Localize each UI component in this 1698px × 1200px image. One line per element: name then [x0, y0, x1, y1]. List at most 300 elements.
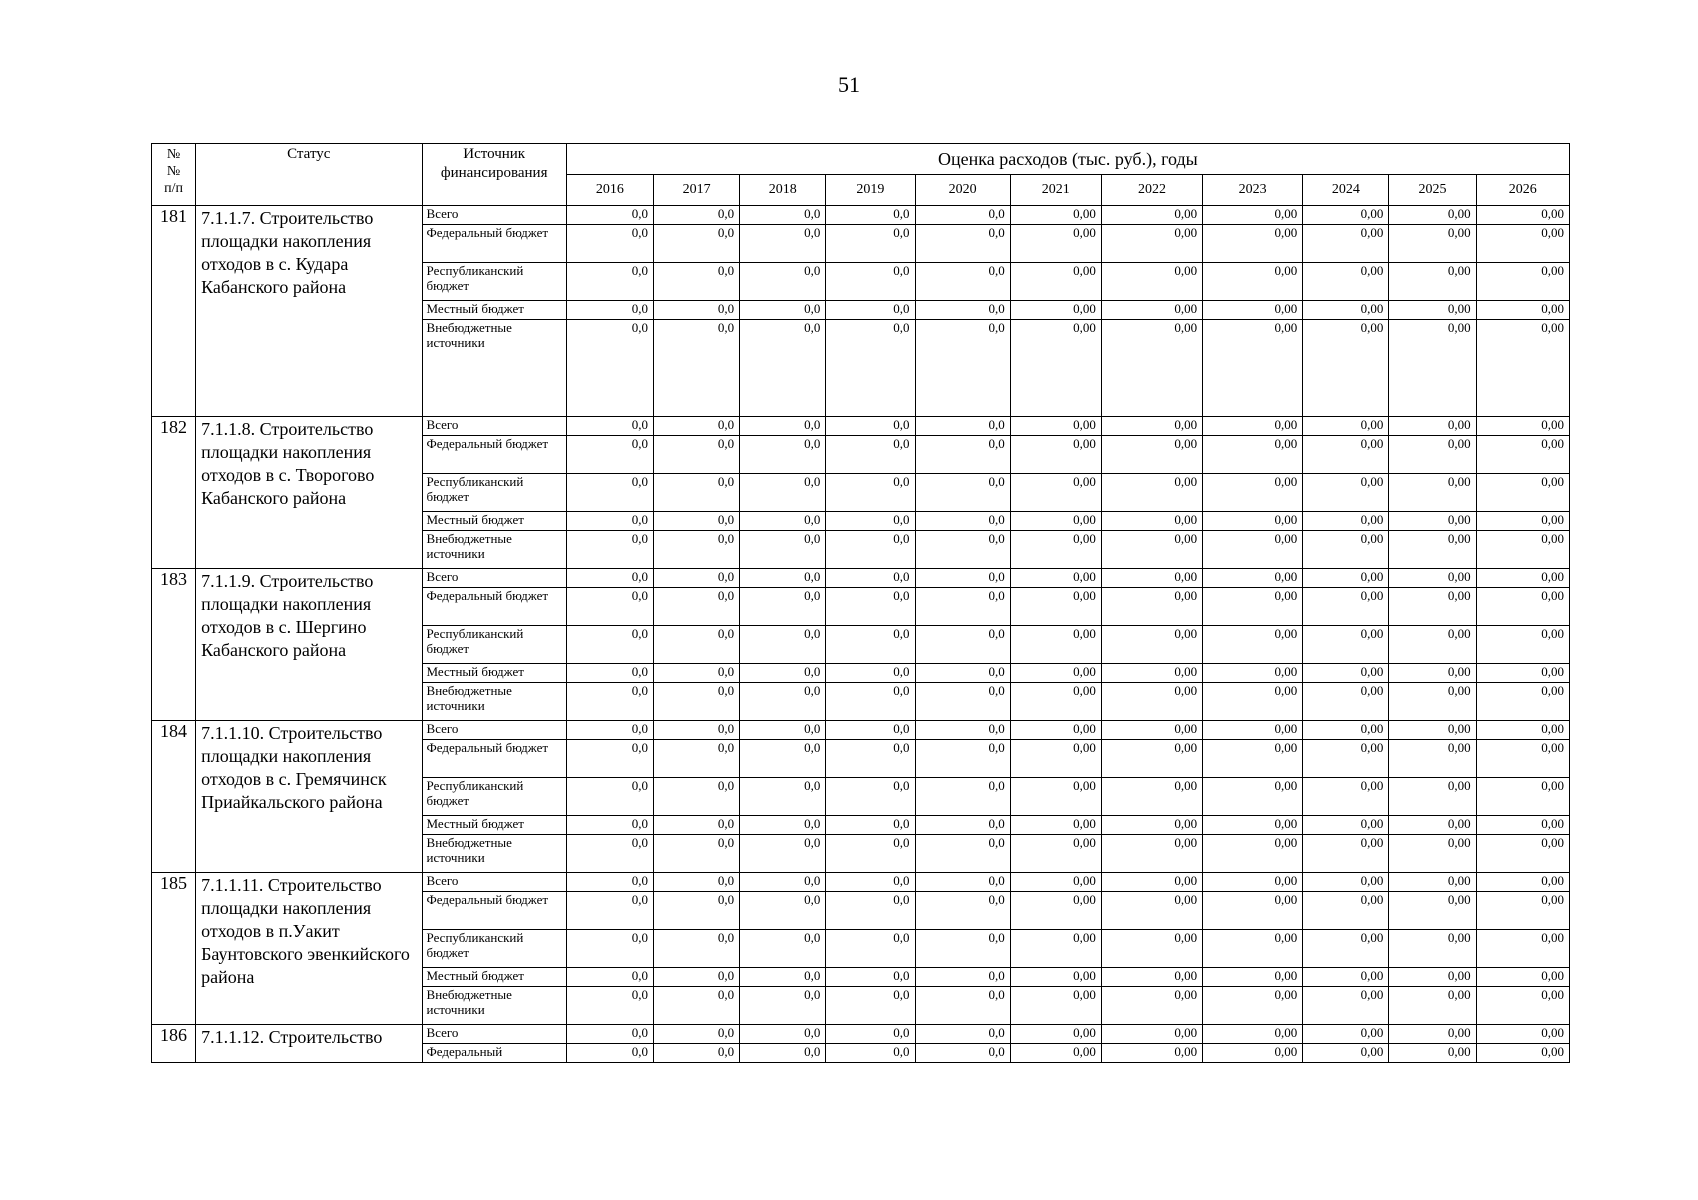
- value-cell: 0,00: [1101, 816, 1202, 835]
- value-cell: 0,00: [1010, 892, 1101, 930]
- value-cell: 0,00: [1010, 930, 1101, 968]
- value-cell: 0,0: [915, 740, 1010, 778]
- source-cell: Всего: [422, 1025, 566, 1044]
- value-cell: 0,0: [915, 301, 1010, 320]
- value-cell: 0,00: [1203, 721, 1303, 740]
- value-cell: 0,0: [566, 740, 653, 778]
- value-cell: 0,0: [653, 320, 739, 417]
- value-cell: 0,00: [1010, 968, 1101, 987]
- value-cell: 0,00: [1010, 569, 1101, 588]
- value-cell: 0,00: [1010, 740, 1101, 778]
- value-cell: 0,00: [1203, 740, 1303, 778]
- value-cell: 0,0: [826, 816, 915, 835]
- value-cell: 0,00: [1010, 474, 1101, 512]
- value-cell: 0,0: [740, 417, 826, 436]
- value-cell: 0,0: [653, 626, 739, 664]
- value-cell: 0,0: [740, 474, 826, 512]
- value-cell: 0,00: [1476, 987, 1569, 1025]
- value-cell: 0,0: [653, 512, 739, 531]
- value-cell: 0,00: [1010, 816, 1101, 835]
- value-cell: 0,0: [915, 892, 1010, 930]
- value-cell: 0,0: [915, 436, 1010, 474]
- table-row: [152, 417, 1570, 436]
- value-cell: 0,00: [1203, 987, 1303, 1025]
- value-cell: 0,0: [653, 835, 739, 873]
- value-cell: 0,00: [1101, 930, 1202, 968]
- value-cell: 0,00: [1010, 531, 1101, 569]
- value-cell: 0,0: [826, 626, 915, 664]
- value-cell: 0,0: [826, 740, 915, 778]
- value-cell: 0,0: [740, 263, 826, 301]
- value-cell: 0,00: [1303, 512, 1389, 531]
- value-cell: 0,0: [566, 1044, 653, 1063]
- value-cell: 0,00: [1101, 301, 1202, 320]
- value-cell: 0,00: [1101, 987, 1202, 1025]
- status-cell: 7.1.1.11. Строительство площадки накопления отходов в п.Уакит Баунтовского эвенкийского района: [196, 873, 422, 1025]
- value-cell: 0,00: [1476, 683, 1569, 721]
- value-cell: 0,00: [1476, 626, 1569, 664]
- year-header: 2021: [1010, 175, 1101, 206]
- value-cell: 0,0: [826, 436, 915, 474]
- value-cell: 0,00: [1303, 1025, 1389, 1044]
- value-cell: 0,0: [653, 1025, 739, 1044]
- value-cell: 0,0: [915, 835, 1010, 873]
- value-cell: 0,00: [1389, 835, 1476, 873]
- value-cell: 0,00: [1389, 320, 1476, 417]
- value-cell: 0,00: [1303, 569, 1389, 588]
- value-cell: 0,0: [740, 569, 826, 588]
- value-cell: 0,0: [740, 512, 826, 531]
- value-cell: 0,00: [1389, 816, 1476, 835]
- source-cell: Всего: [422, 417, 566, 436]
- value-cell: 0,00: [1010, 987, 1101, 1025]
- row-number: 182: [152, 417, 196, 569]
- value-cell: 0,00: [1389, 873, 1476, 892]
- value-cell: 0,00: [1101, 740, 1202, 778]
- value-cell: 0,00: [1389, 892, 1476, 930]
- value-cell: 0,00: [1476, 417, 1569, 436]
- value-cell: 0,00: [1203, 225, 1303, 263]
- source-cell: Внебюджетные источники: [422, 683, 566, 721]
- row-number: 181: [152, 206, 196, 417]
- value-cell: 0,00: [1303, 683, 1389, 721]
- value-cell: 0,0: [566, 1025, 653, 1044]
- value-cell: 0,0: [566, 263, 653, 301]
- value-cell: 0,00: [1389, 512, 1476, 531]
- value-cell: 0,0: [653, 930, 739, 968]
- value-cell: 0,0: [653, 740, 739, 778]
- value-cell: 0,0: [826, 664, 915, 683]
- value-cell: 0,00: [1389, 721, 1476, 740]
- value-cell: 0,0: [826, 225, 915, 263]
- value-cell: 0,0: [915, 930, 1010, 968]
- value-cell: 0,0: [826, 721, 915, 740]
- value-cell: 0,00: [1476, 873, 1569, 892]
- source-cell: Республиканский бюджет: [422, 626, 566, 664]
- value-cell: 0,0: [653, 301, 739, 320]
- value-cell: 0,0: [826, 873, 915, 892]
- value-cell: 0,00: [1010, 664, 1101, 683]
- value-cell: 0,00: [1476, 320, 1569, 417]
- value-cell: 0,0: [566, 873, 653, 892]
- value-cell: 0,00: [1101, 320, 1202, 417]
- value-cell: 0,0: [566, 474, 653, 512]
- value-cell: 0,0: [566, 626, 653, 664]
- value-cell: 0,0: [826, 892, 915, 930]
- table-body: [152, 206, 1570, 1063]
- value-cell: 0,0: [740, 987, 826, 1025]
- value-cell: 0,0: [826, 1044, 915, 1063]
- source-cell: Внебюджетные источники: [422, 531, 566, 569]
- page-number: 51: [838, 72, 860, 97]
- value-cell: 0,00: [1476, 531, 1569, 569]
- value-cell: 0,0: [740, 873, 826, 892]
- value-cell: 0,00: [1303, 588, 1389, 626]
- value-cell: 0,0: [826, 320, 915, 417]
- value-cell: 0,00: [1476, 206, 1569, 225]
- value-cell: 0,00: [1101, 512, 1202, 531]
- value-cell: 0,00: [1389, 436, 1476, 474]
- value-cell: 0,0: [740, 664, 826, 683]
- value-cell: 0,0: [915, 1044, 1010, 1063]
- value-cell: 0,0: [653, 968, 739, 987]
- value-cell: 0,0: [915, 778, 1010, 816]
- value-cell: 0,0: [653, 474, 739, 512]
- value-cell: 0,00: [1203, 683, 1303, 721]
- value-cell: 0,0: [915, 721, 1010, 740]
- source-cell: Федеральный бюджет: [422, 225, 566, 263]
- source-header: Источник финансирования: [422, 144, 566, 206]
- table-row: [152, 569, 1570, 588]
- value-cell: 0,0: [826, 301, 915, 320]
- value-cell: 0,00: [1476, 588, 1569, 626]
- source-cell: Федеральный бюджет: [422, 740, 566, 778]
- status-header: Статус: [196, 144, 422, 206]
- year-header: 2019: [826, 175, 915, 206]
- value-cell: 0,0: [740, 968, 826, 987]
- header-row: [152, 144, 1570, 175]
- value-cell: 0,00: [1303, 930, 1389, 968]
- value-cell: 0,00: [1101, 1044, 1202, 1063]
- source-cell: Республиканский бюджет: [422, 263, 566, 301]
- value-cell: 0,0: [566, 225, 653, 263]
- value-cell: 0,00: [1476, 835, 1569, 873]
- value-cell: 0,00: [1303, 626, 1389, 664]
- value-cell: 0,00: [1389, 417, 1476, 436]
- value-cell: 0,00: [1101, 721, 1202, 740]
- value-cell: 0,00: [1303, 436, 1389, 474]
- value-cell: 0,0: [566, 531, 653, 569]
- value-cell: 0,0: [566, 664, 653, 683]
- value-cell: 0,00: [1203, 816, 1303, 835]
- value-cell: 0,0: [566, 968, 653, 987]
- value-cell: 0,00: [1389, 569, 1476, 588]
- value-cell: 0,00: [1010, 263, 1101, 301]
- value-cell: 0,00: [1203, 892, 1303, 930]
- value-cell: 0,0: [740, 816, 826, 835]
- status-cell: 7.1.1.10. Строительство площадки накопления отходов в с. Гремячинск Приайкальского района: [196, 721, 422, 873]
- value-cell: 0,00: [1203, 1044, 1303, 1063]
- value-cell: 0,0: [653, 531, 739, 569]
- value-cell: 0,00: [1010, 436, 1101, 474]
- value-cell: 0,0: [740, 1044, 826, 1063]
- value-cell: 0,00: [1203, 417, 1303, 436]
- value-cell: 0,00: [1389, 626, 1476, 664]
- year-header: 2018: [740, 175, 826, 206]
- value-cell: 0,00: [1101, 892, 1202, 930]
- value-cell: 0,0: [566, 320, 653, 417]
- value-cell: 0,00: [1476, 721, 1569, 740]
- expenses-header: Оценка расходов (тыс. руб.), годы: [566, 144, 1569, 175]
- value-cell: 0,00: [1203, 873, 1303, 892]
- source-cell: Республиканский бюджет: [422, 474, 566, 512]
- value-cell: 0,0: [826, 778, 915, 816]
- value-cell: 0,00: [1203, 320, 1303, 417]
- value-cell: 0,00: [1476, 569, 1569, 588]
- table-row: [152, 721, 1570, 740]
- value-cell: 0,00: [1389, 1044, 1476, 1063]
- value-cell: 0,00: [1010, 512, 1101, 531]
- value-cell: 0,0: [653, 778, 739, 816]
- value-cell: 0,0: [915, 664, 1010, 683]
- value-cell: 0,0: [915, 569, 1010, 588]
- value-cell: 0,0: [566, 512, 653, 531]
- value-cell: 0,00: [1303, 721, 1389, 740]
- value-cell: 0,00: [1101, 263, 1202, 301]
- value-cell: 0,00: [1303, 206, 1389, 225]
- value-cell: 0,00: [1010, 301, 1101, 320]
- value-cell: 0,00: [1303, 968, 1389, 987]
- value-cell: 0,00: [1476, 816, 1569, 835]
- source-cell: Республиканский бюджет: [422, 930, 566, 968]
- source-cell: Внебюджетные источники: [422, 320, 566, 417]
- value-cell: 0,0: [653, 816, 739, 835]
- value-cell: 0,00: [1101, 474, 1202, 512]
- value-cell: 0,00: [1203, 835, 1303, 873]
- value-cell: 0,0: [653, 987, 739, 1025]
- value-cell: 0,0: [566, 816, 653, 835]
- year-header: 2022: [1101, 175, 1202, 206]
- row-number: 183: [152, 569, 196, 721]
- value-cell: 0,00: [1303, 1044, 1389, 1063]
- source-cell: Всего: [422, 206, 566, 225]
- source-cell: Всего: [422, 721, 566, 740]
- value-cell: 0,00: [1303, 263, 1389, 301]
- value-cell: 0,00: [1389, 778, 1476, 816]
- value-cell: 0,00: [1101, 588, 1202, 626]
- value-cell: 0,0: [566, 417, 653, 436]
- value-cell: 0,00: [1010, 1044, 1101, 1063]
- value-cell: 0,0: [653, 263, 739, 301]
- source-cell: Местный бюджет: [422, 968, 566, 987]
- row-number: 185: [152, 873, 196, 1025]
- value-cell: 0,00: [1476, 740, 1569, 778]
- value-cell: 0,00: [1203, 512, 1303, 531]
- value-cell: 0,0: [826, 417, 915, 436]
- value-cell: 0,00: [1303, 301, 1389, 320]
- value-cell: 0,00: [1010, 417, 1101, 436]
- value-cell: 0,0: [915, 873, 1010, 892]
- source-cell: Местный бюджет: [422, 816, 566, 835]
- value-cell: 0,00: [1389, 206, 1476, 225]
- value-cell: 0,00: [1101, 664, 1202, 683]
- value-cell: 0,00: [1389, 301, 1476, 320]
- value-cell: 0,0: [653, 206, 739, 225]
- value-cell: 0,00: [1389, 225, 1476, 263]
- value-cell: 0,0: [566, 835, 653, 873]
- value-cell: 0,00: [1203, 263, 1303, 301]
- source-cell: Внебюджетные источники: [422, 835, 566, 873]
- value-cell: 0,0: [826, 206, 915, 225]
- value-cell: 0,0: [566, 930, 653, 968]
- value-cell: 0,0: [826, 930, 915, 968]
- source-cell: Местный бюджет: [422, 664, 566, 683]
- source-cell: Местный бюджет: [422, 301, 566, 320]
- value-cell: 0,0: [566, 987, 653, 1025]
- table-row: [152, 1025, 1570, 1044]
- value-cell: 0,0: [826, 531, 915, 569]
- value-cell: 0,00: [1203, 569, 1303, 588]
- value-cell: 0,00: [1303, 664, 1389, 683]
- value-cell: 0,00: [1389, 531, 1476, 569]
- value-cell: 0,0: [740, 930, 826, 968]
- value-cell: 0,00: [1101, 436, 1202, 474]
- value-cell: 0,00: [1476, 778, 1569, 816]
- value-cell: 0,00: [1101, 417, 1202, 436]
- value-cell: 0,0: [740, 588, 826, 626]
- value-cell: 0,0: [740, 683, 826, 721]
- value-cell: 0,00: [1389, 683, 1476, 721]
- value-cell: 0,00: [1476, 1025, 1569, 1044]
- value-cell: 0,00: [1389, 588, 1476, 626]
- value-cell: 0,00: [1101, 626, 1202, 664]
- source-cell: Всего: [422, 873, 566, 892]
- value-cell: 0,0: [915, 263, 1010, 301]
- value-cell: 0,00: [1303, 531, 1389, 569]
- value-cell: 0,00: [1476, 664, 1569, 683]
- value-cell: 0,0: [653, 892, 739, 930]
- value-cell: 0,00: [1010, 835, 1101, 873]
- value-cell: 0,00: [1303, 987, 1389, 1025]
- status-cell: 7.1.1.8. Строительство площадки накопления отходов в с. Творогово Кабанского района: [196, 417, 422, 569]
- value-cell: 0,00: [1010, 683, 1101, 721]
- value-cell: 0,00: [1303, 873, 1389, 892]
- value-cell: 0,00: [1203, 588, 1303, 626]
- value-cell: 0,00: [1303, 892, 1389, 930]
- value-cell: 0,0: [915, 816, 1010, 835]
- value-cell: 0,00: [1101, 531, 1202, 569]
- value-cell: 0,00: [1203, 626, 1303, 664]
- value-cell: 0,0: [740, 301, 826, 320]
- value-cell: 0,00: [1303, 320, 1389, 417]
- value-cell: 0,0: [826, 683, 915, 721]
- value-cell: 0,00: [1203, 778, 1303, 816]
- status-cell: 7.1.1.7. Строительство площадки накопления отходов в с. Кудара Кабанского района: [196, 206, 422, 417]
- value-cell: 0,00: [1476, 968, 1569, 987]
- value-cell: 0,00: [1476, 263, 1569, 301]
- value-cell: 0,00: [1101, 683, 1202, 721]
- value-cell: 0,0: [566, 683, 653, 721]
- value-cell: 0,0: [653, 721, 739, 740]
- value-cell: 0,0: [653, 225, 739, 263]
- value-cell: 0,0: [740, 225, 826, 263]
- row-number: 184: [152, 721, 196, 873]
- value-cell: 0,0: [826, 263, 915, 301]
- value-cell: 0,00: [1476, 512, 1569, 531]
- value-cell: 0,0: [653, 683, 739, 721]
- value-cell: 0,00: [1010, 721, 1101, 740]
- value-cell: 0,00: [1476, 474, 1569, 512]
- value-cell: 0,0: [826, 987, 915, 1025]
- value-cell: 0,00: [1101, 835, 1202, 873]
- value-cell: 0,00: [1389, 474, 1476, 512]
- value-cell: 0,0: [740, 206, 826, 225]
- table-row: [152, 873, 1570, 892]
- value-cell: 0,0: [566, 436, 653, 474]
- value-cell: 0,0: [826, 569, 915, 588]
- num-header: № № п/п: [152, 144, 196, 206]
- budget-table: [151, 143, 1570, 1063]
- value-cell: 0,00: [1303, 225, 1389, 263]
- value-cell: 0,00: [1101, 968, 1202, 987]
- value-cell: 0,0: [740, 778, 826, 816]
- value-cell: 0,0: [653, 417, 739, 436]
- value-cell: 0,0: [740, 531, 826, 569]
- year-header: 2020: [915, 175, 1010, 206]
- value-cell: 0,0: [653, 873, 739, 892]
- value-cell: 0,00: [1389, 263, 1476, 301]
- source-cell: Местный бюджет: [422, 512, 566, 531]
- status-cell: 7.1.1.12. Строительство: [196, 1025, 422, 1063]
- value-cell: 0,0: [653, 1044, 739, 1063]
- value-cell: 0,00: [1101, 206, 1202, 225]
- value-cell: 0,00: [1010, 778, 1101, 816]
- value-cell: 0,00: [1101, 873, 1202, 892]
- source-cell: Внебюджетные источники: [422, 987, 566, 1025]
- value-cell: 0,00: [1389, 987, 1476, 1025]
- value-cell: 0,0: [915, 588, 1010, 626]
- value-cell: 0,0: [740, 320, 826, 417]
- value-cell: 0,0: [566, 721, 653, 740]
- value-cell: 0,00: [1303, 835, 1389, 873]
- source-cell: Федеральный бюджет: [422, 588, 566, 626]
- value-cell: 0,00: [1476, 930, 1569, 968]
- value-cell: 0,0: [915, 683, 1010, 721]
- value-cell: 0,0: [826, 512, 915, 531]
- value-cell: 0,0: [915, 531, 1010, 569]
- value-cell: 0,00: [1389, 1025, 1476, 1044]
- value-cell: 0,00: [1476, 1044, 1569, 1063]
- row-number: 186: [152, 1025, 196, 1063]
- table-row: [152, 206, 1570, 225]
- value-cell: 0,00: [1010, 320, 1101, 417]
- value-cell: 0,00: [1010, 225, 1101, 263]
- source-cell: Федеральный бюджет: [422, 436, 566, 474]
- value-cell: 0,00: [1010, 873, 1101, 892]
- value-cell: 0,00: [1476, 892, 1569, 930]
- value-cell: 0,00: [1101, 225, 1202, 263]
- value-cell: 0,0: [566, 778, 653, 816]
- value-cell: 0,00: [1476, 436, 1569, 474]
- year-header: 2025: [1389, 175, 1476, 206]
- source-cell: Республиканский бюджет: [422, 778, 566, 816]
- year-header: 2023: [1203, 175, 1303, 206]
- value-cell: 0,0: [740, 626, 826, 664]
- value-cell: 0,0: [915, 225, 1010, 263]
- value-cell: 0,00: [1010, 588, 1101, 626]
- value-cell: 0,0: [915, 206, 1010, 225]
- value-cell: 0,00: [1101, 1025, 1202, 1044]
